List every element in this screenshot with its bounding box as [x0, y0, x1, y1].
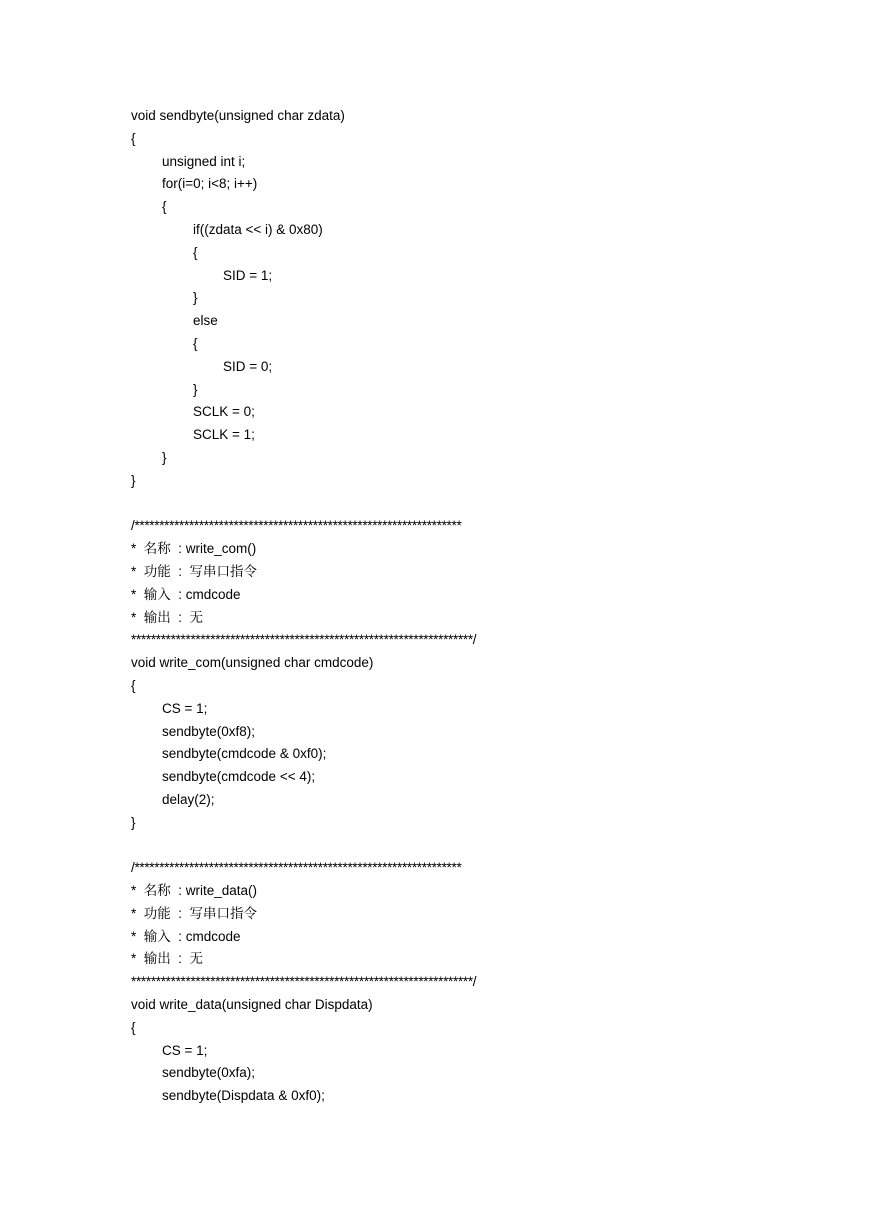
code-line: sendbyte(Dispdata & 0xf0); [162, 1088, 325, 1104]
code-line: /****************************************************************** [131, 518, 462, 534]
code-line: * 输入 : cmdcode [131, 586, 241, 602]
code-line: } [193, 381, 198, 397]
code-line: sendbyte(cmdcode << 4); [162, 769, 316, 785]
code-line: void sendbyte(unsigned char zdata) [131, 108, 345, 123]
code-line: * 输出 : 无 [131, 951, 204, 967]
code-line: * 输入 : cmdcode [131, 928, 241, 944]
code-line: } [162, 449, 167, 465]
code-line: void write_data(unsigned char Dispdata) [131, 997, 373, 1013]
code-line: sendbyte(0xfa); [162, 1065, 256, 1081]
code-line: void write_com(unsigned char cmdcode) [131, 655, 374, 671]
blank-line [131, 835, 831, 858]
code-line: * 名称 : write_data() [131, 883, 258, 899]
code-line: delay(2); [162, 791, 215, 807]
code-line: * 功能 : 写串口指令 [131, 905, 258, 921]
code-line: SCLK = 0; [193, 404, 255, 420]
code-line: sendbyte(0xf8); [162, 723, 256, 739]
code-line: { [193, 335, 198, 351]
code-line: if((zdata << i) & 0x80) [193, 221, 323, 237]
code-line: { [162, 199, 167, 215]
code-line: CS = 1; [162, 1042, 208, 1058]
code-line: for(i=0; i<8; i++) [162, 176, 258, 192]
code-line: } [131, 814, 136, 830]
code-line: { [131, 677, 136, 693]
code-line: /****************************************************************** [131, 860, 462, 876]
code-line: CS = 1; [162, 700, 208, 716]
code-line: { [193, 244, 198, 260]
code-line: { [131, 1019, 136, 1035]
code-line: *********************************************************************/ [131, 974, 477, 990]
code-line: } [193, 290, 198, 306]
code-listing [131, 105, 831, 1108]
code-line: { [131, 130, 136, 146]
blank-line [131, 493, 831, 516]
code-line: } [131, 472, 136, 488]
code-line: SID = 0; [223, 358, 273, 374]
code-line: * 功能 : 写串口指令 [131, 563, 258, 579]
code-line: sendbyte(cmdcode & 0xf0); [162, 746, 327, 762]
code-line: else [193, 313, 218, 329]
code-line: * 名称 : write_com() [131, 541, 257, 557]
code-line: SID = 1; [223, 267, 273, 283]
code-line: SCLK = 1; [193, 427, 255, 443]
code-line: unsigned int i; [162, 153, 246, 169]
code-line: *********************************************************************/ [131, 632, 477, 648]
code-line: * 输出 : 无 [131, 609, 204, 625]
